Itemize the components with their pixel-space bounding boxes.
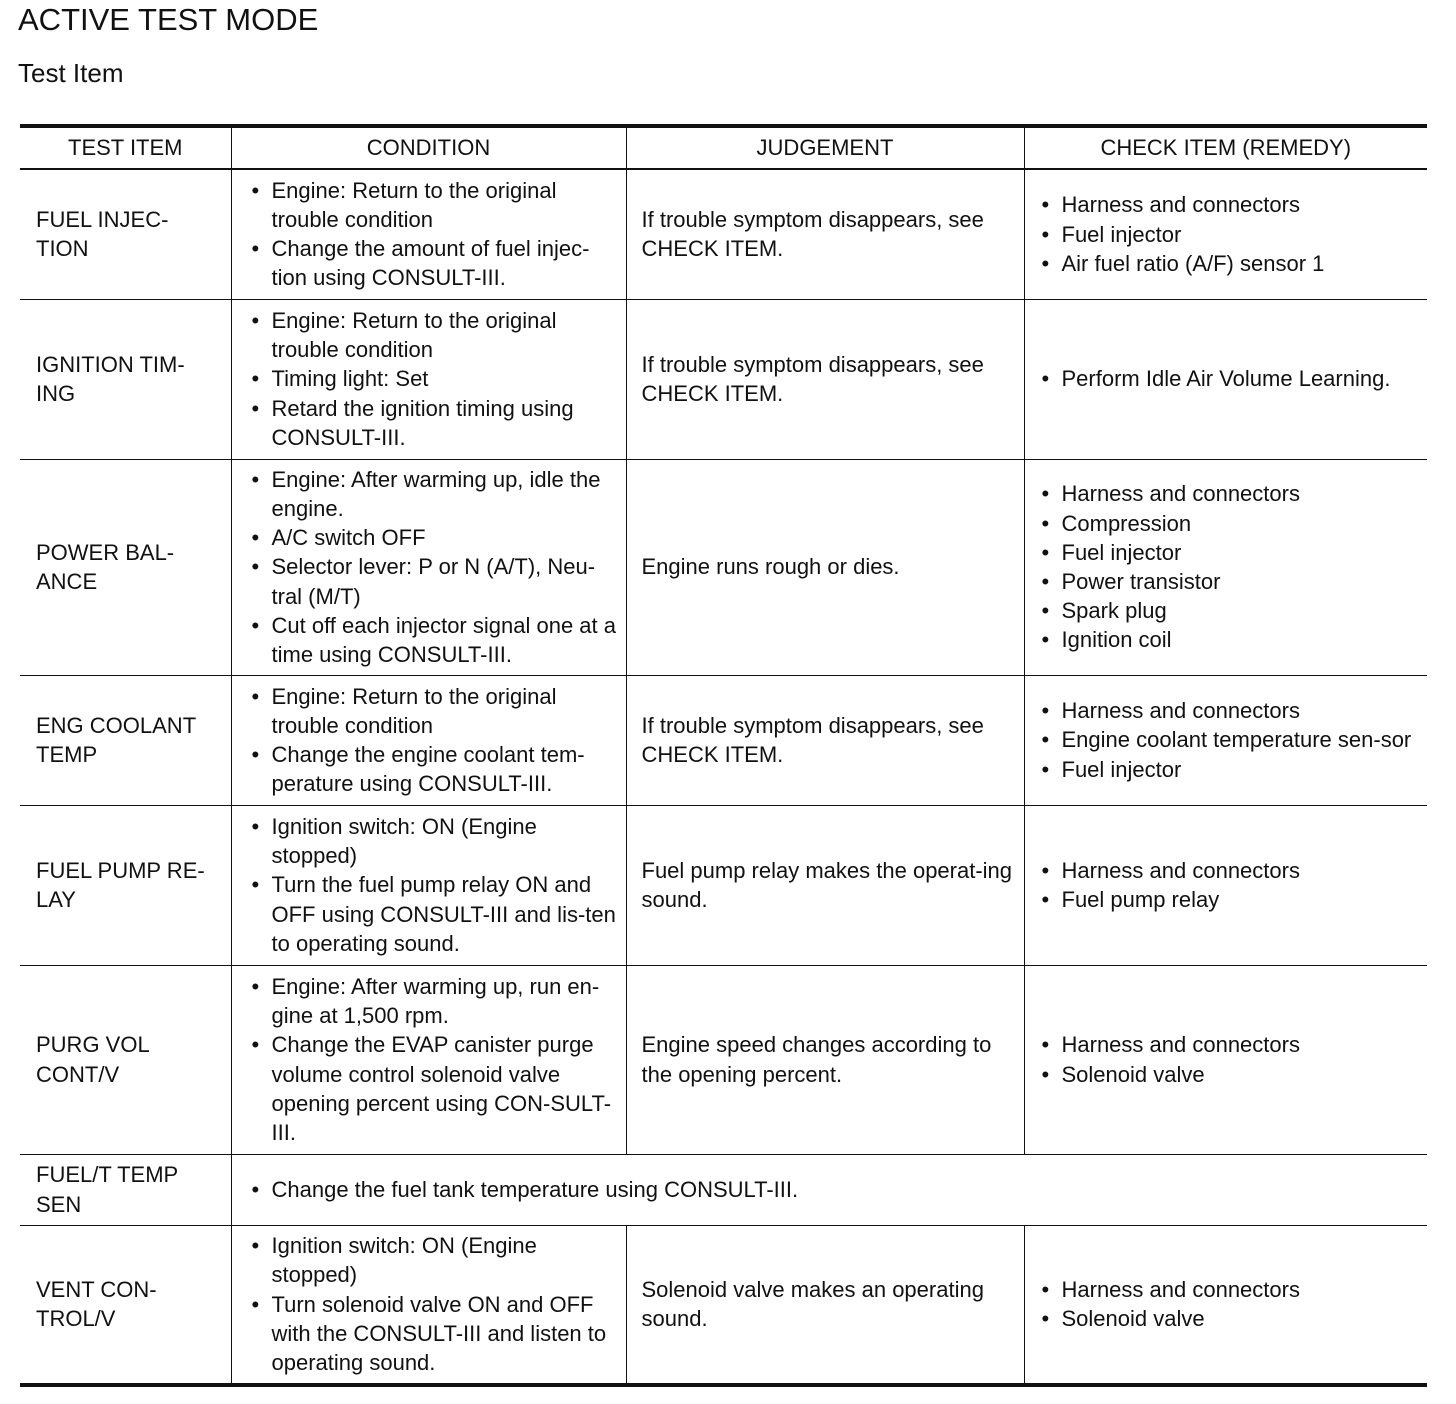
check-item-bullet: • Air fuel ratio (A/F) sensor 1 [1038, 249, 1422, 278]
judgement-cell: Engine runs rough or dies. [626, 459, 1024, 675]
check-item-bullet: • Fuel pump relay [1038, 885, 1422, 914]
test-item-name-line: CONT/V [36, 1061, 120, 1087]
check-item-bullet: • Perform Idle Air Volume Learning. [1038, 364, 1422, 393]
check-item-bullet: • Harness and connectors [1038, 190, 1422, 219]
table-row [20, 169, 1427, 299]
check-item-bullet: • Harness and connectors [1038, 479, 1422, 508]
condition-cell [231, 459, 626, 675]
merged-condition-cell [231, 1154, 1427, 1225]
check-item-cell [1024, 1225, 1427, 1385]
test-item-name-line: FUEL INJEC- [36, 207, 169, 233]
condition-cell [231, 169, 626, 299]
table-header-row [20, 126, 1427, 169]
judgement-cell: If trouble symptom disappears, see CHECK ITEM. [626, 675, 1024, 805]
table-row [20, 459, 1427, 675]
test-item-name-line: ING [36, 381, 76, 406]
page-title: ACTIVE TEST MODE [18, 2, 319, 37]
section-subtitle: Test Item [18, 58, 124, 88]
test-item-name-line: IGNITION TIM- [36, 351, 185, 377]
check-item-cell [1024, 299, 1427, 459]
test-item-name-line: FUEL/T TEMP [36, 1162, 179, 1188]
check-item-cell [1024, 169, 1427, 299]
check-item-bullet: • Ignition coil [1038, 625, 1422, 654]
condition-bullet: • Change the EVAP canister purge volume control solenoid valve opening percent using CON-SULT-III. [248, 1030, 618, 1147]
condition-cell [231, 299, 626, 459]
table-row [20, 1154, 1427, 1225]
check-item-bullet: • Fuel injector [1038, 220, 1422, 249]
test-item-cell [20, 1154, 231, 1225]
judgement-cell: Engine speed changes according to the opening percent. [626, 965, 1024, 1154]
check-item-bullet: • Harness and connectors [1038, 1030, 1422, 1059]
test-item-name-line: POWER BAL- [36, 539, 175, 565]
test-item-name-line: TROL/V [36, 1306, 116, 1332]
condition-bullet: • Turn solenoid valve ON and OFF with the CONSULT-III and listen to operating sound. [248, 1290, 618, 1378]
test-item-cell [20, 965, 231, 1154]
check-item-bullet: • Engine coolant temperature sen-sor [1038, 725, 1422, 754]
judgement-cell: Fuel pump relay makes the operat-ing sound. [626, 805, 1024, 965]
table-body [20, 169, 1427, 1385]
check-item-bullet: • Spark plug [1038, 596, 1422, 625]
check-item-bullet: • Harness and connectors [1038, 1275, 1422, 1304]
test-item-name-line: ENG COOLANT [36, 712, 197, 738]
condition-bullet: • Ignition switch: ON (Engine stopped) [248, 812, 618, 870]
check-item-bullet: • Harness and connectors [1038, 856, 1422, 885]
condition-bullet: • Cut off each injector signal one at a time using CONSULT-III. [248, 611, 618, 669]
test-item-cell [20, 675, 231, 805]
condition-bullet: • Engine: After warming up, run en-gine at 1,500 rpm. [248, 972, 618, 1030]
test-item-name-line: FUEL PUMP RE- [36, 857, 205, 883]
judgement-cell: If trouble symptom disappears, see CHECK ITEM. [626, 299, 1024, 459]
check-item-bullet: • Power transistor [1038, 567, 1422, 596]
test-item-cell [20, 299, 231, 459]
condition-bullet: • Turn the fuel pump relay ON and OFF using CONSULT-III and lis-ten to operating sound. [248, 870, 618, 958]
condition-bullet: • Engine: After warming up, idle the engine. [248, 465, 618, 523]
header-check-item: CHECK ITEM (REMEDY) [1024, 126, 1427, 169]
table-row [20, 965, 1427, 1154]
check-item-cell [1024, 459, 1427, 675]
check-item-bullet: • Fuel injector [1038, 538, 1422, 567]
condition-cell [231, 805, 626, 965]
check-item-bullet: • Solenoid valve [1038, 1304, 1422, 1333]
test-item-name-line: TION [36, 236, 89, 262]
condition-bullet: • Ignition switch: ON (Engine stopped) [248, 1231, 618, 1289]
test-item-name-line: SEN [36, 1191, 82, 1217]
check-item-bullet: • Compression [1038, 509, 1422, 538]
test-item-name-line: VENT CON- [36, 1277, 157, 1303]
condition-bullet: • Selector lever: P or N (A/T), Neu-tral (M/T) [248, 552, 618, 610]
condition-bullet: • Change the amount of fuel injec-tion using CONSULT-III. [248, 234, 618, 292]
condition-bullet: • Engine: Return to the original trouble condition [248, 306, 618, 364]
test-item-name-line: PURG VOL [36, 1032, 150, 1058]
test-item-name-line: LAY [36, 887, 76, 912]
condition-bullet: • A/C switch OFF [248, 523, 618, 552]
check-item-bullet: • Fuel injector [1038, 755, 1422, 784]
test-item-name-line: ANCE [36, 569, 98, 594]
header-judgement: JUDGEMENT [626, 126, 1024, 169]
condition-bullet: • Engine: Return to the original trouble condition [248, 176, 618, 234]
check-item-cell [1024, 675, 1427, 805]
condition-bullet: • Engine: Return to the original trouble condition [248, 682, 618, 740]
condition-bullet: • Change the engine coolant tem-perature using CONSULT-III. [248, 740, 618, 798]
table-row [20, 675, 1427, 805]
check-item-bullet: • Harness and connectors [1038, 696, 1422, 725]
condition-cell [231, 965, 626, 1154]
active-test-table [20, 124, 1427, 1387]
test-item-cell [20, 169, 231, 299]
judgement-cell: Solenoid valve makes an operating sound. [626, 1225, 1024, 1385]
check-item-cell [1024, 805, 1427, 965]
condition-cell [231, 675, 626, 805]
test-item-cell [20, 459, 231, 675]
condition-bullet: • Retard the ignition timing using CONSULT-III. [248, 394, 618, 452]
check-item-cell [1024, 965, 1427, 1154]
table-row [20, 1225, 1427, 1385]
condition-bullet: • Change the fuel tank temperature using CONSULT-III. [248, 1175, 1420, 1204]
test-item-cell [20, 1225, 231, 1385]
header-condition: CONDITION [231, 126, 626, 169]
test-item-name-line: TEMP [36, 742, 98, 767]
condition-cell [231, 1225, 626, 1385]
table-row [20, 299, 1427, 459]
condition-bullet: • Timing light: Set [248, 364, 618, 393]
table-row [20, 805, 1427, 965]
judgement-cell: If trouble symptom disappears, see CHECK ITEM. [626, 169, 1024, 299]
check-item-bullet: • Solenoid valve [1038, 1060, 1422, 1089]
header-test-item: TEST ITEM [68, 135, 183, 160]
test-item-cell [20, 805, 231, 965]
